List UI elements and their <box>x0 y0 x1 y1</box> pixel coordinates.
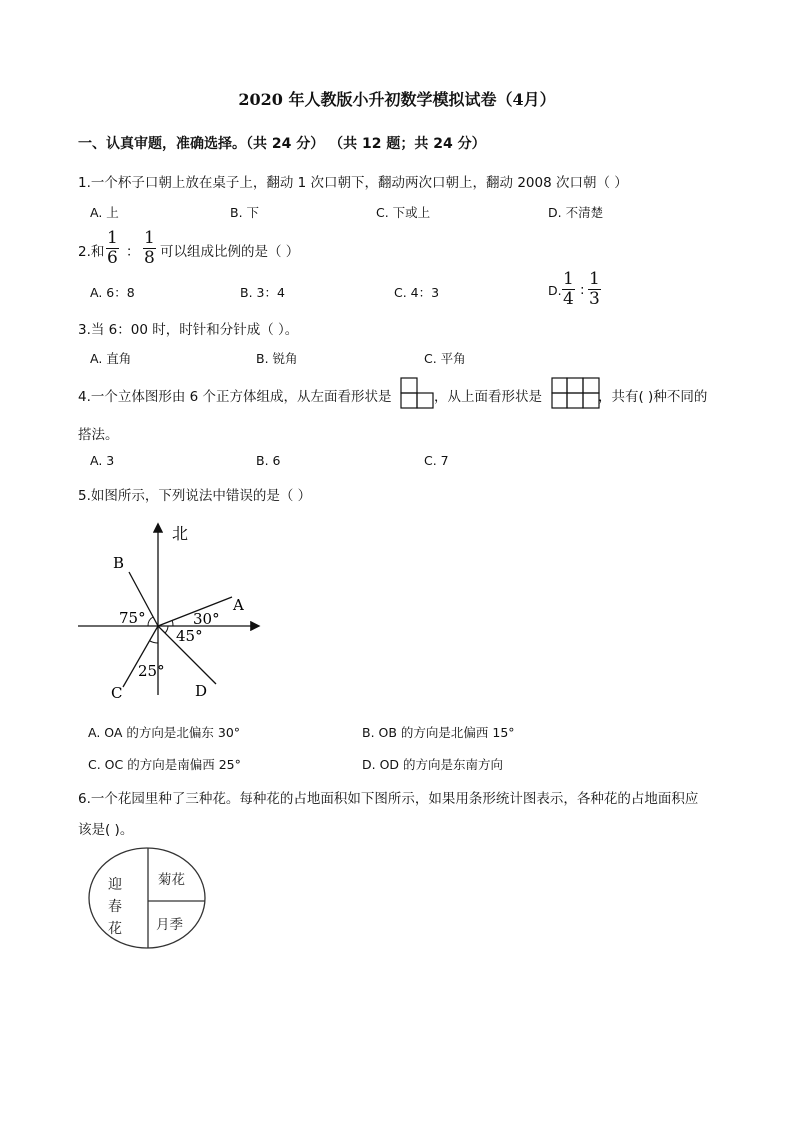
angle-arc-b <box>148 617 153 626</box>
question-3-option-a[interactable]: A. 直角 <box>90 351 132 366</box>
question-4-text-part-2: ，从上面看形状是 <box>434 389 542 405</box>
fraction-denominator: 8 <box>144 248 155 268</box>
angle-arc-c <box>150 641 158 643</box>
pie-label-yueji: 月季 <box>156 917 183 933</box>
angle-arc-d <box>165 626 168 633</box>
fraction-numerator: 1 <box>589 269 600 289</box>
question-5-text: 5.如图所示，下列说法中错误的是（ ） <box>78 488 312 504</box>
question-4-text-part-4: 搭法。 <box>78 427 119 443</box>
point-label-d: D <box>195 682 208 700</box>
question-4-option-b[interactable]: B. 6 <box>256 453 281 468</box>
compass-direction-figure <box>70 515 270 710</box>
pie-label-juhua: 菊花 <box>158 872 185 888</box>
pie-circle <box>89 848 205 948</box>
fraction-numerator: 1 <box>107 228 118 248</box>
question-2-fraction-2 <box>143 229 156 268</box>
question-3-text: 3.当 6：00 时，时针和分针成（ ）。 <box>78 322 299 338</box>
angle-label-d: 45° <box>176 627 203 645</box>
option-d-colon: : <box>580 282 585 298</box>
question-5-option-b[interactable]: B. OB 的方向是北偏西 15° <box>362 725 515 740</box>
question-2-fraction-1 <box>106 229 119 268</box>
question-4-option-a[interactable]: A. 3 <box>90 453 115 468</box>
pie-label-yingchunhua: 迎 春 花 <box>108 877 122 937</box>
question-2-colon: ： <box>126 244 140 260</box>
question-2-option-a[interactable]: A. 6：8 <box>90 285 135 300</box>
question-4-text-part-3: ，共有( )种不同的 <box>598 389 708 405</box>
fraction-denominator: 3 <box>589 289 600 309</box>
point-label-b: B <box>113 554 125 572</box>
option-d-fraction-1 <box>562 270 575 309</box>
question-4-option-c[interactable]: C. 7 <box>424 453 449 468</box>
fraction-denominator: 4 <box>563 289 574 309</box>
left-view-shape-figure <box>400 377 434 409</box>
question-2-suffix: 可以组成比例的是（ ） <box>160 244 300 260</box>
question-1-option-b[interactable]: B. 下 <box>230 205 260 220</box>
question-4-text-part-1: 4.一个立体图形由 6 个正方体组成，从左面看形状是 <box>78 389 392 405</box>
angle-label-a: 30° <box>193 610 220 628</box>
point-label-c: C <box>111 684 123 702</box>
page-title: 2020 年人教版小升初数学模拟试卷（4月） <box>238 90 556 109</box>
question-5-option-d[interactable]: D. OD 的方向是东南方向 <box>362 757 504 772</box>
section-header: 一、认真审题，准确选择。（共 24 分） （共 12 题；共 24 分） <box>78 136 486 152</box>
question-5-option-c[interactable]: C. OC 的方向是南偏西 25° <box>88 757 241 772</box>
question-2-option-b[interactable]: B. 3：4 <box>240 285 285 300</box>
question-3-option-c[interactable]: C. 平角 <box>424 351 466 366</box>
question-3-option-b[interactable]: B. 锐角 <box>256 351 298 366</box>
north-label: 北 <box>172 524 189 543</box>
question-1-option-a[interactable]: A. 上 <box>90 205 119 220</box>
angle-label-c: 25° <box>138 662 165 680</box>
question-2-option-c[interactable]: C. 4：3 <box>394 285 440 300</box>
question-1-option-d[interactable]: D. 不清楚 <box>548 205 604 220</box>
question-5-option-a[interactable]: A. OA 的方向是北偏东 30° <box>88 725 241 740</box>
angle-arc-a <box>172 620 173 626</box>
question-2-option-d[interactable]: D. <box>548 283 562 298</box>
fraction-numerator: 1 <box>563 269 574 289</box>
top-view-shape-figure <box>551 377 600 409</box>
question-2-prefix: 2.和 <box>78 244 105 260</box>
option-d-fraction-2 <box>588 270 601 309</box>
question-6-text-part-2: 该是( )。 <box>78 822 134 838</box>
fraction-numerator: 1 <box>144 228 155 248</box>
question-1-text: 1.一个杯子口朝上放在桌子上，翻动 1 次口朝下，翻动两次口朝上，翻动 2008 次口朝（ ） <box>78 175 628 191</box>
fraction-denominator: 6 <box>107 248 118 268</box>
angle-label-b: 75° <box>119 609 146 627</box>
point-label-a: A <box>233 596 244 614</box>
flower-area-pie-figure <box>82 845 212 955</box>
question-6-text-part-1: 6.一个花园里种了三种花。每种花的占地面积如下图所示，如果用条形统计图表示，各种花的占地面积应 <box>78 791 699 807</box>
question-1-option-c[interactable]: C. 下或上 <box>376 205 431 220</box>
